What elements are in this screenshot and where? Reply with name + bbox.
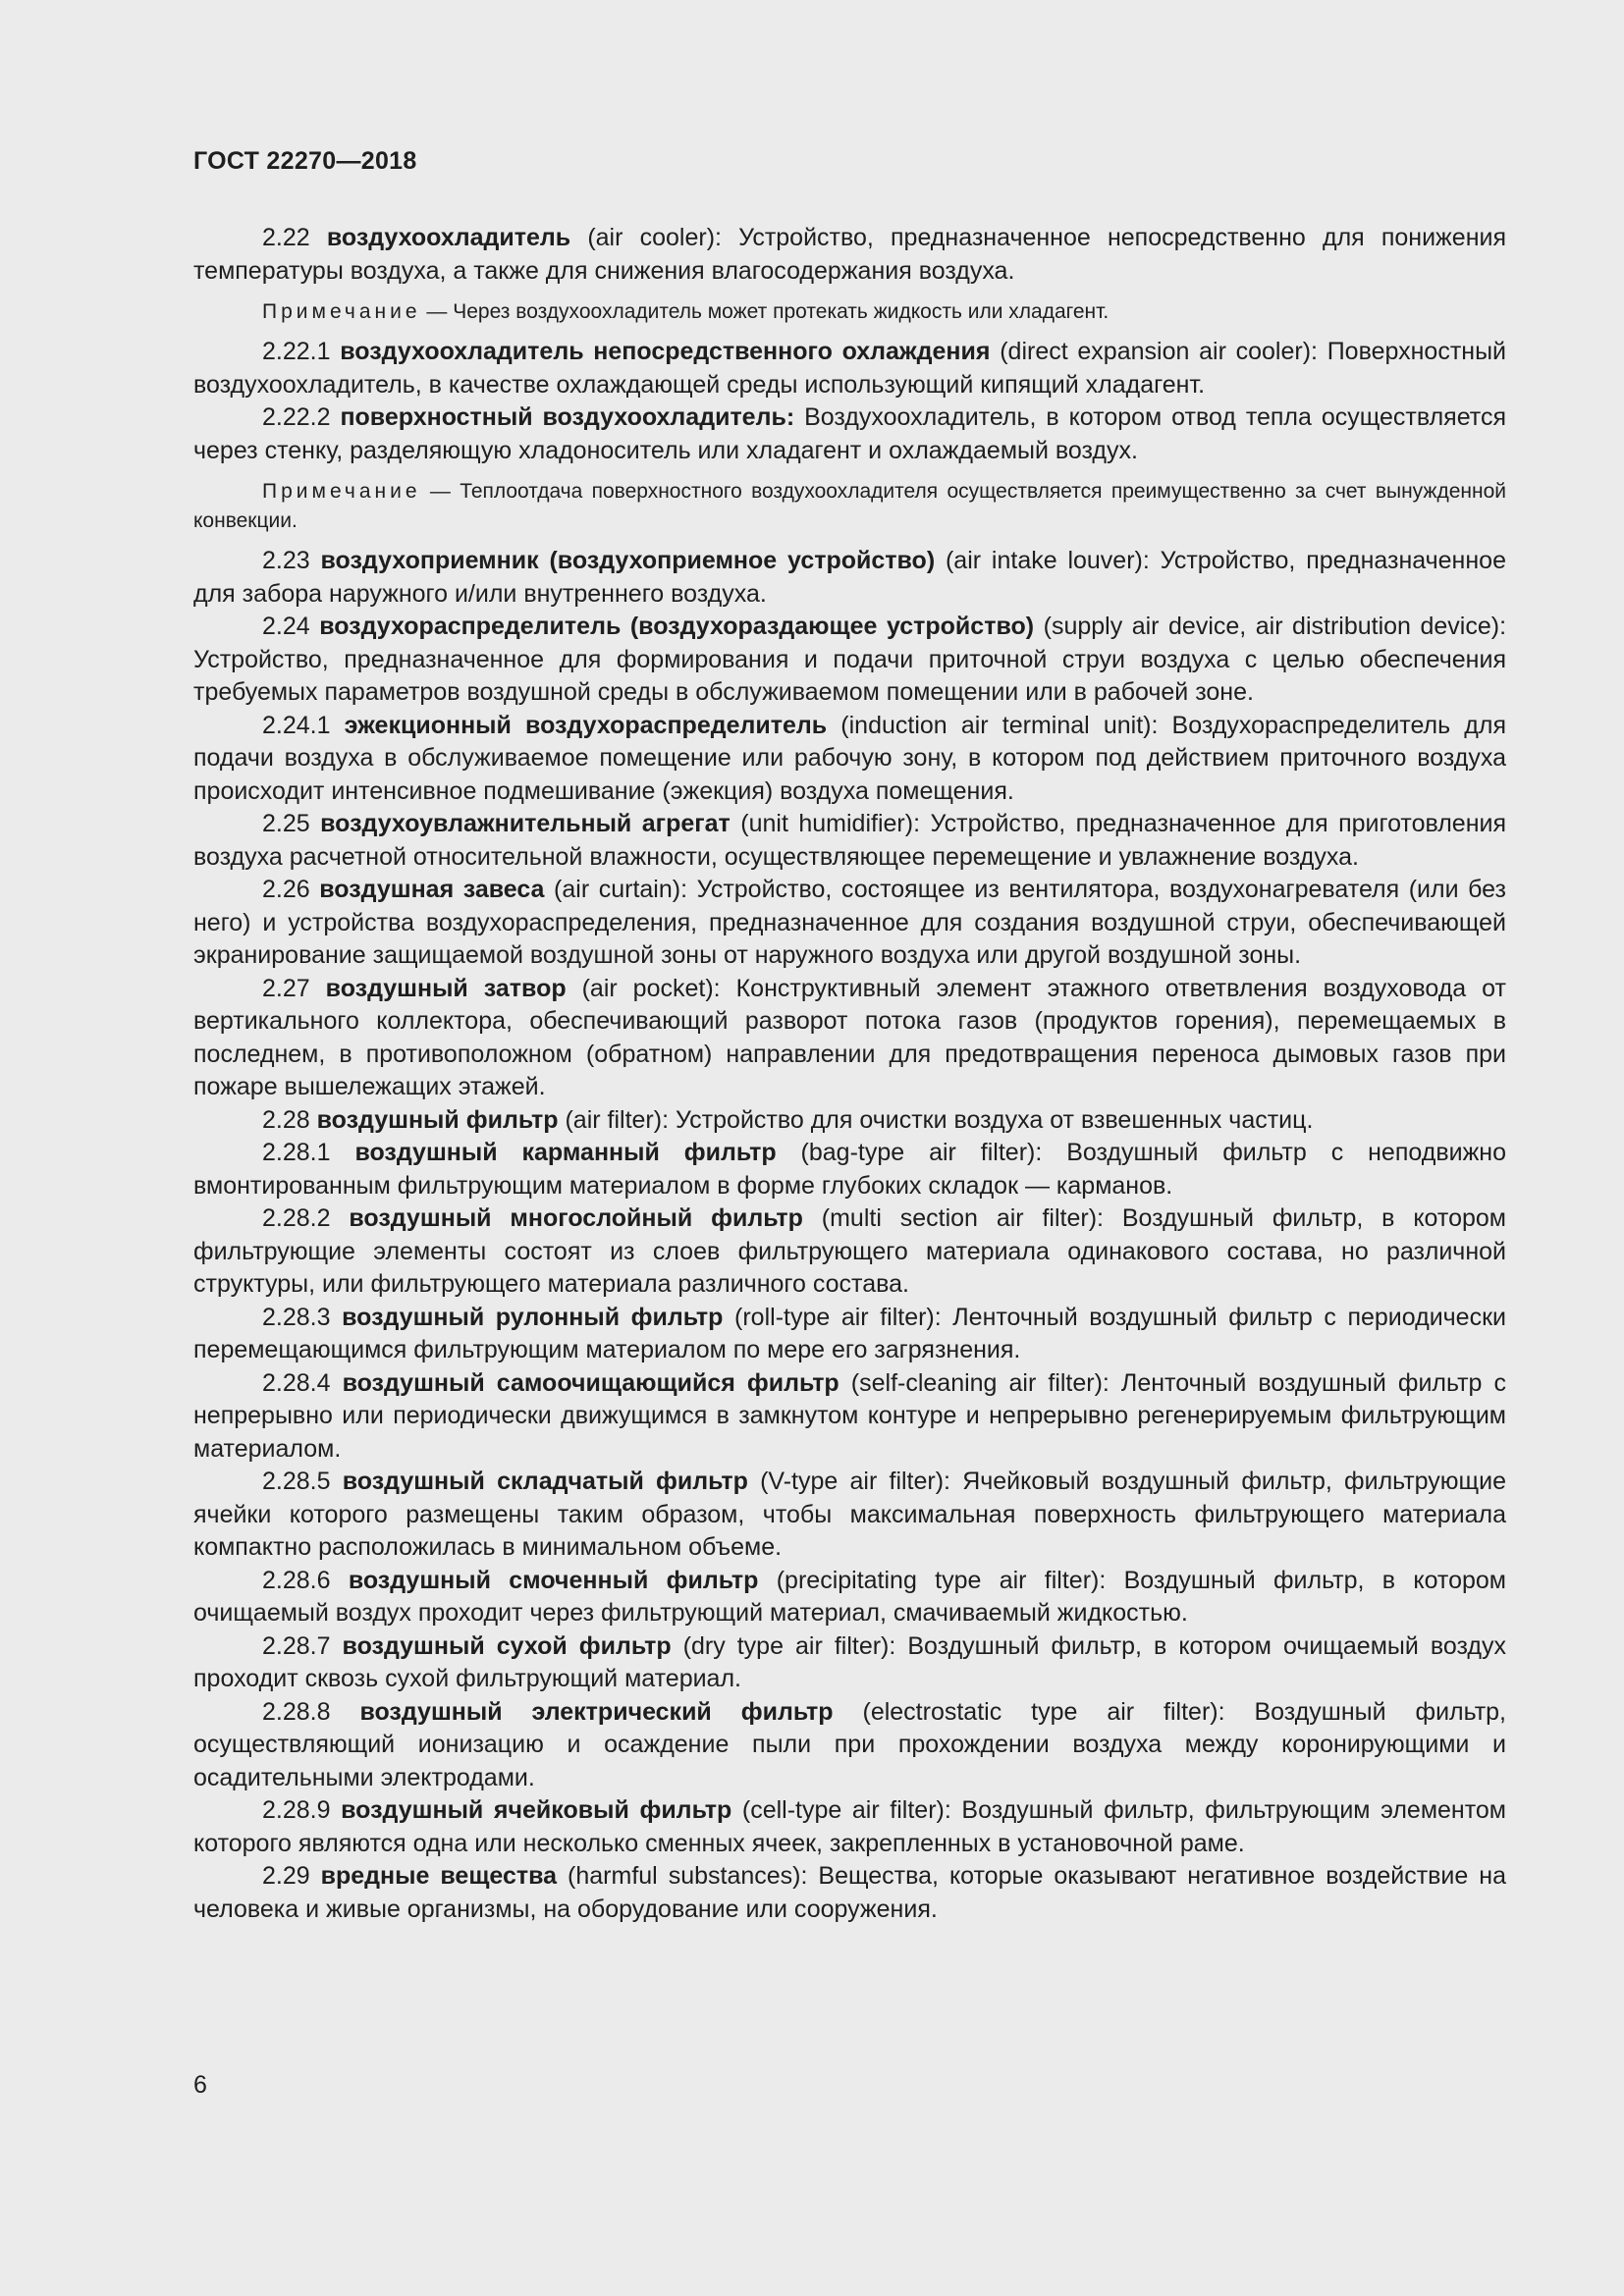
term-name: воздушный ячейковый фильтр bbox=[341, 1796, 732, 1824]
term-text: (air pocket): Конструктивный элемент этажного ответвления воздуховода от вертикального коллектора, обеспечивающий разворот потока газов (продуктов горения), перемещаемых в последнем, в противоположном (обратном) направлении для предотвращения переноса дымовых газов при пожаре вышележащих этажей. bbox=[193, 974, 1506, 1100]
term-text: (air filter): Устройство для очистки воздуха от взвешенных частиц. bbox=[558, 1105, 1314, 1134]
term-name: воздушный смоченный фильтр bbox=[348, 1566, 759, 1594]
term-number: 2.28.5 bbox=[262, 1468, 331, 1495]
term-text: (air curtain): Устройство, состоящее из вентилятора, воздухонагревателя (или без него) и устройства воздухораспределения, предназначенное для создания воздушной струи, обеспечивающей экранирование защищаемой воздушной зоны от наружного воздуха или другой воздушной зоны. bbox=[193, 876, 1506, 969]
term-text: (air intake louver): Устройство, предназначенное для забора наружного и/или внутреннего воздуха. bbox=[193, 547, 1506, 608]
term-text: (direct expansion air cooler): Поверхностный воздухоохладитель, в качестве охлаждающей среды использующий кипящий хладагент. bbox=[193, 338, 1507, 399]
term-name: воздушный карманный фильтр bbox=[354, 1139, 777, 1166]
term-definition bbox=[193, 1860, 1506, 1926]
note-paragraph bbox=[193, 297, 1506, 327]
term-number: 2.23 bbox=[262, 547, 310, 574]
term-text: (multi section air filter): Воздушный фильтр, в котором фильтрующие элементы состоят из слоев фильтрующего материала одинакового состава, но различной структуры, или фильтрующего материала различного состава. bbox=[193, 1204, 1506, 1298]
term-number: 2.25 bbox=[262, 810, 310, 837]
term-number: 2.28.6 bbox=[262, 1566, 331, 1594]
term-name: воздушный многослойный фильтр bbox=[349, 1204, 803, 1232]
term-number: 2.28.3 bbox=[262, 1303, 331, 1331]
note-label: Примечание bbox=[262, 300, 421, 323]
term-text: (cell-type air filter): Воздушный фильтр, фильтрующим элементом которого являются одна или несколько сменных ячеек, закрепленных в установочной раме. bbox=[193, 1796, 1506, 1857]
page-number: 6 bbox=[193, 2071, 207, 2099]
term-name: воздушный затвор bbox=[325, 974, 567, 1002]
term-name: воздушный самоочищающийся фильтр bbox=[342, 1368, 839, 1397]
term-text: (induction air terminal unit): Воздухораспределитель для подачи воздуха в обслуживаемое помещение или рабочую зону, в котором под действием приточного воздуха происходит интенсивное подмешивание (эжекция) воздуха помещения. bbox=[193, 711, 1506, 805]
term-text: Воздухоохладитель, в котором отвод тепла осуществляется через стенку, разделяющую хладоноситель или хладагент и охлаждаемый воздух. bbox=[193, 403, 1506, 464]
note-text: — Теплоотдача поверхностного воздухоохладителя осуществляется преимущественно за счет вынужденной конвекции. bbox=[193, 480, 1506, 532]
term-number: 2.28.2 bbox=[262, 1204, 331, 1232]
term-name: воздушный фильтр bbox=[316, 1105, 559, 1134]
term-name: поверхностный воздухоохладитель: bbox=[340, 403, 795, 431]
term-number: 2.22.1 bbox=[262, 338, 331, 365]
term-definition bbox=[193, 1302, 1506, 1367]
term-name: эжекционный воздухораспределитель bbox=[344, 711, 828, 739]
term-definition bbox=[193, 973, 1506, 1104]
term-name: воздухораспределитель (воздухораздающее устройство) bbox=[319, 613, 1035, 640]
term-definition bbox=[193, 874, 1506, 973]
term-number: 2.26 bbox=[262, 876, 310, 903]
term-definition bbox=[193, 1137, 1506, 1202]
term-text: (unit humidifier): Устройство, предназначенное для приготовления воздуха расчетной относительной влажности, осуществляющее перемещение и увлажнение воздуха. bbox=[193, 810, 1506, 871]
term-number: 2.22 bbox=[262, 224, 310, 251]
term-name: воздушная завеса bbox=[319, 876, 545, 903]
term-definition bbox=[193, 1794, 1506, 1860]
term-number: 2.28 bbox=[262, 1105, 310, 1134]
note-text: — Через воздухоохладитель может протекать жидкость или хладагент. bbox=[420, 300, 1110, 323]
term-name: воздухоохладитель непосредственного охлаждения bbox=[340, 338, 991, 365]
term-definition bbox=[193, 401, 1506, 467]
term-number: 2.28.9 bbox=[262, 1796, 331, 1824]
term-definition bbox=[193, 611, 1506, 710]
document-header: ГОСТ 22270—2018 bbox=[193, 147, 417, 175]
term-text: (air cooler): Устройство, предназначенное непосредственно для понижения температуры воздуха, а также для снижения влагосодержания воздуха. bbox=[193, 224, 1506, 285]
term-text: (supply air device, air distribution device): Устройство, предназначенное для формирования и подачи приточной струи воздуха с целью обеспечения требуемых параметров воздушной среды в обслуживаемом помещении или в рабочей зоне. bbox=[193, 613, 1507, 706]
term-number: 2.27 bbox=[262, 974, 310, 1002]
term-number: 2.28.7 bbox=[262, 1631, 331, 1660]
term-definition bbox=[193, 1466, 1506, 1565]
document-body bbox=[193, 222, 1506, 1926]
term-definition bbox=[193, 1367, 1506, 1467]
term-text: (V-type air filter): Ячейковый воздушный фильтр, фильтрующие ячейки которого размещены таким образом, чтобы максимальная поверхность фильтрующего материала компактно расположилась в минимальном объеме. bbox=[193, 1468, 1506, 1561]
term-text: (electrostatic type air filter): Воздушный фильтр, осуществляющий ионизацию и осаждение пыли при прохождении воздуха между коронирующими и осадительными электродами. bbox=[193, 1697, 1506, 1791]
term-text: (dry type air filter): Воздушный фильтр, в котором очищаемый воздух проходит сквозь сухой фильтрующий материал. bbox=[193, 1631, 1506, 1692]
term-definition bbox=[193, 1202, 1506, 1302]
term-number: 2.28.8 bbox=[262, 1697, 331, 1726]
term-number: 2.22.2 bbox=[262, 403, 331, 431]
term-text: (self-cleaning air filter): Ленточный воздушный фильтр с непрерывно или периодически движущимся в замкнутом контуре и непрерывно регенерируемым фильтрующим материалом. bbox=[193, 1368, 1506, 1463]
term-name: воздухоохладитель bbox=[326, 224, 571, 251]
term-name: вредные вещества bbox=[320, 1862, 558, 1890]
term-number: 2.29 bbox=[262, 1862, 310, 1890]
note-paragraph bbox=[193, 477, 1506, 536]
term-name: воздушный электрический фильтр bbox=[359, 1697, 834, 1726]
term-name: воздухоувлажнительный агрегат bbox=[320, 810, 731, 837]
term-number: 2.28.4 bbox=[262, 1368, 331, 1397]
term-definition bbox=[193, 222, 1506, 288]
term-number: 2.24.1 bbox=[262, 711, 331, 739]
term-name: воздушный сухой фильтр bbox=[342, 1631, 672, 1660]
term-definition bbox=[193, 1104, 1506, 1138]
term-definition bbox=[193, 1696, 1506, 1795]
term-name: воздухоприемник (воздухоприемное устройство) bbox=[320, 547, 936, 574]
term-text: (precipitating type air filter): Воздушный фильтр, в котором очищаемый воздух проходит через фильтрующий материал, смачиваемый жидкостью. bbox=[193, 1566, 1506, 1627]
term-definition bbox=[193, 808, 1506, 874]
term-name: воздушный складчатый фильтр bbox=[342, 1468, 748, 1495]
term-definition bbox=[193, 710, 1506, 809]
term-name: воздушный рулонный фильтр bbox=[342, 1303, 724, 1331]
term-number: 2.28.1 bbox=[262, 1139, 331, 1166]
term-definition bbox=[193, 1565, 1506, 1630]
term-text: (roll-type air filter): Ленточный воздушный фильтр с периодически перемещающимся фильтрующим материалом по мере его загрязнения. bbox=[193, 1303, 1506, 1363]
term-definition bbox=[193, 336, 1506, 401]
note-label: Примечание bbox=[262, 480, 421, 503]
term-definition bbox=[193, 1630, 1506, 1696]
term-text: (harmful substances): Вещества, которые оказывают негативное воздействие на человека и живые организмы, на оборудование или сооружения. bbox=[193, 1862, 1506, 1923]
term-definition bbox=[193, 545, 1506, 611]
term-number: 2.24 bbox=[262, 613, 310, 640]
term-text: (bag-type air filter): Воздушный фильтр с неподвижно вмонтированным фильтрующим материалом в форме глубоких складок — карманов. bbox=[193, 1139, 1506, 1200]
